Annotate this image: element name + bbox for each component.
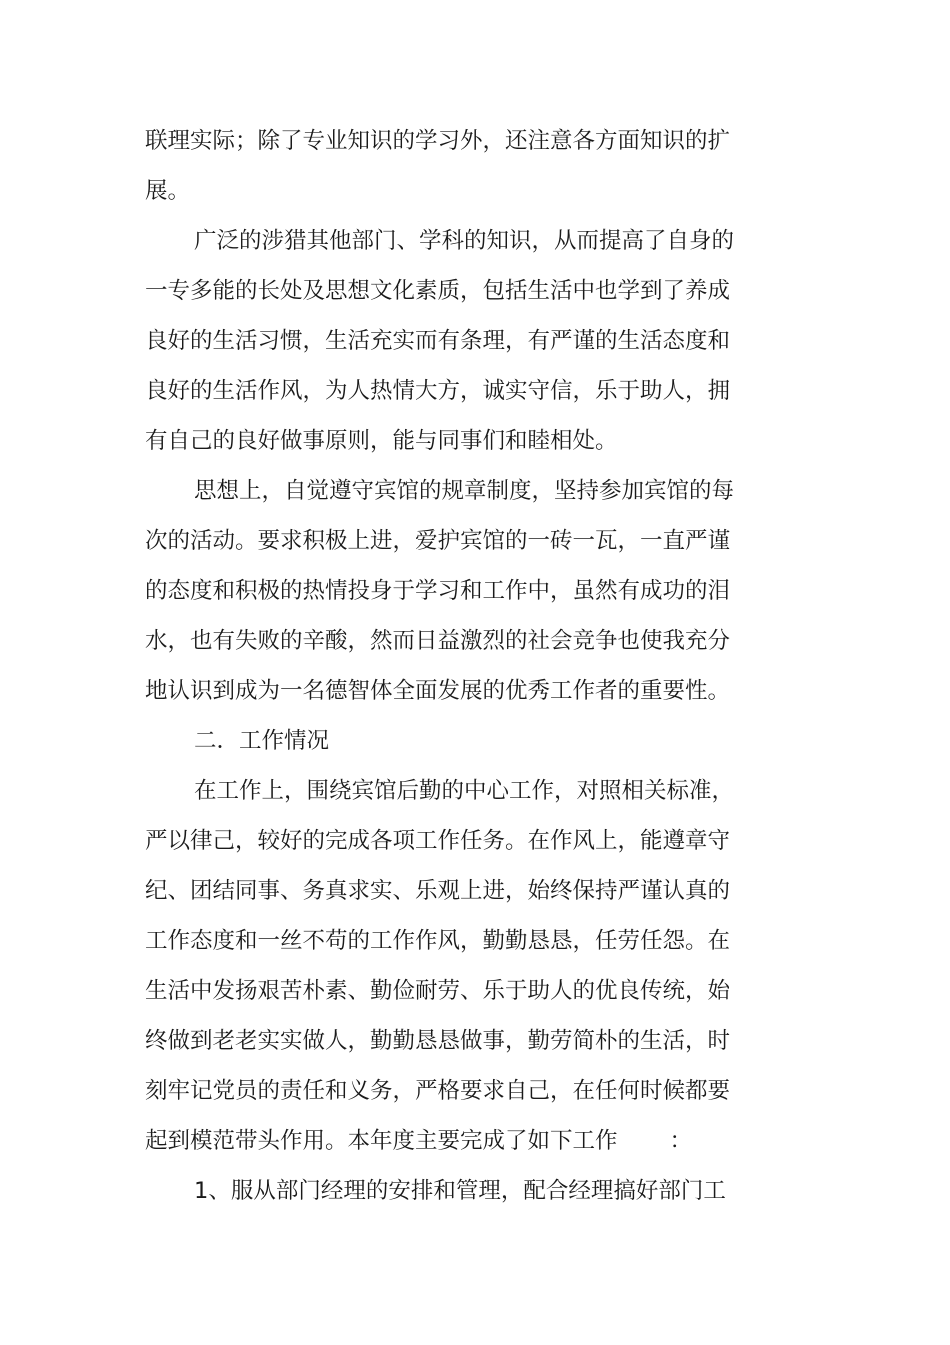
text-line: 次的活动。要求积极上进，爱护宾馆的一砖一瓦，一直严谨 (145, 528, 731, 554)
paragraph-start-line: 在工作上，围绕宾馆后勤的中心工作，对照相关标准， (194, 778, 735, 804)
section-heading: 二．工作情况 (194, 728, 330, 754)
paragraph-start-line: 思想上，自觉遵守宾馆的规章制度，坚持参加宾馆的每 (194, 478, 735, 504)
text-line: 良好的生活习惯，生活充实而有条理，有严谨的生活态度和 (145, 328, 731, 354)
text-line: 水，也有失败的辛酸，然而日益激烈的社会竞争也使我充分 (145, 628, 731, 654)
paragraph-start-line: 广泛的涉猎其他部门、学科的知识，从而提高了自身的 (194, 228, 735, 254)
text-line: 严以律己，较好的完成各项工作任务。在作风上，能遵章守 (145, 828, 731, 854)
colon: ： (669, 1128, 693, 1154)
text-line: 终做到老老实实做人，勤勤恳恳做事，勤劳简朴的生活，时 (145, 1028, 731, 1054)
text-line: 有自己的良好做事原则，能与同事们和睦相处。 (145, 428, 618, 454)
text-line: 一专多能的长处及思想文化素质，包括生活中也学到了养成 (145, 278, 731, 304)
text-line: 生活中发扬艰苦朴素、勤俭耐劳、乐于助人的优良传统，始 (145, 978, 731, 1004)
text-line: 起到模范带头作用。本年度主要完成了如下工作 (145, 1128, 618, 1154)
text-line: 展。 (145, 178, 191, 204)
text-line: 联理实际；除了专业知识的学习外，还注意各方面知识的扩 (145, 128, 731, 154)
text-line: 纪、团结同事、务真求实、乐观上进，始终保持严谨认真的 (145, 878, 731, 904)
text-line: 的态度和积极的热情投身于学习和工作中，虽然有成功的泪 (145, 578, 731, 604)
text-line: 工作态度和一丝不苟的工作作风，勤勤恳恳，任劳任怨。在 (145, 928, 731, 954)
list-item-line: 1、服从部门经理的安排和管理，配合经理搞好部门工 (194, 1178, 726, 1204)
text-line-with-colon (145, 1116, 745, 1166)
text-line: 地认识到成为一名德智体全面发展的优秀工作者的重要性。 (145, 678, 731, 704)
document-body (145, 116, 745, 1216)
text-line: 良好的生活作风，为人热情大方，诚实守信，乐于助人，拥 (145, 378, 731, 404)
text-line: 刻牢记党员的责任和义务，严格要求自己，在任何时候都要 (145, 1078, 731, 1104)
